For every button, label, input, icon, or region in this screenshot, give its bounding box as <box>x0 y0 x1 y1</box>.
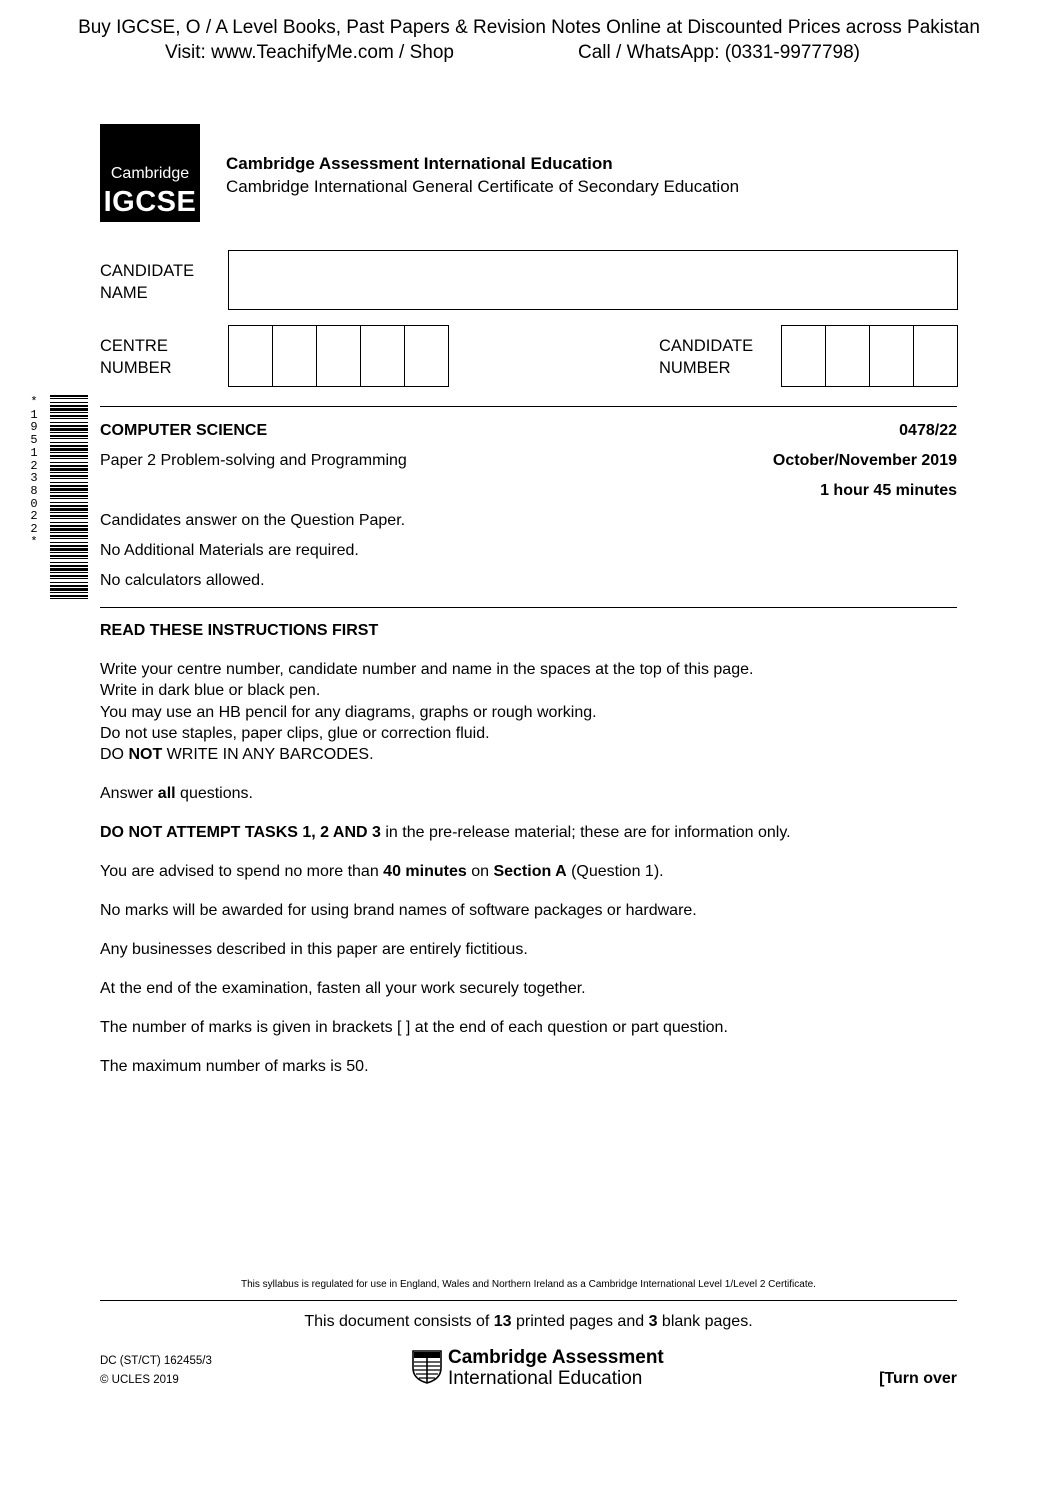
paper-note: Candidates answer on the Question Paper. <box>100 512 406 529</box>
candidate-digit-box[interactable] <box>782 326 826 386</box>
barcode-bar <box>50 562 88 563</box>
instruction-pre-release: DO NOT ATTEMPT TASKS 1, 2 AND 3 in the pre-release material; these are for information only. <box>100 824 791 841</box>
document-ref: DC (ST/CT) 162455/3 <box>100 1355 212 1367</box>
barcode-bar <box>50 445 88 447</box>
turn-over: [Turn over <box>879 1370 957 1387</box>
barcode-bar <box>50 415 88 417</box>
barcode-bar <box>50 468 88 471</box>
paper-note: No calculators allowed. <box>100 572 265 589</box>
centre-digit-box[interactable] <box>361 326 405 386</box>
barcode-bar <box>50 582 88 583</box>
banner-phone: Call / WhatsApp: (0331-9977798) <box>578 42 860 63</box>
barcode-bar <box>50 498 88 499</box>
candidate-number-field[interactable] <box>781 325 958 387</box>
barcode-bar <box>50 482 88 483</box>
barcode-bar <box>50 548 88 551</box>
barcode-bar <box>50 505 88 507</box>
barcode-digit: 8 <box>30 483 38 498</box>
org-name: Cambridge Assessment International Education <box>226 154 613 173</box>
barcode-bar <box>50 395 88 397</box>
barcode-bar <box>50 512 88 513</box>
barcode-bar <box>50 472 88 473</box>
barcode-bar <box>50 425 88 427</box>
candidate-number-label: CANDIDATE NUMBER <box>659 337 754 377</box>
barcode-bar <box>50 432 88 433</box>
syllabus-note: This syllabus is regulated for use in England, Wales and Northern Ireland as a Cambridge International Level 1/Level 2 Certificate. <box>241 1279 816 1290</box>
barcode-bar <box>50 522 88 523</box>
instruction-marks-brackets: The number of marks is given in brackets [ ] at the end of each question or part question. <box>100 1019 728 1036</box>
barcode-bar <box>50 405 88 407</box>
barcode-bar <box>50 488 88 491</box>
barcode-bar <box>50 502 88 503</box>
subject-title: COMPUTER SCIENCE <box>100 422 268 439</box>
barcode-bar <box>50 492 88 493</box>
barcode-digit: 1 <box>30 445 38 460</box>
paper-title: Paper 2 Problem-solving and Programming <box>100 452 407 469</box>
barcode-bar <box>50 465 88 467</box>
barcode-bar <box>50 402 88 403</box>
candidate-digit-box[interactable] <box>870 326 914 386</box>
barcode-digit: 9 <box>30 420 38 435</box>
barcode-bar <box>50 565 88 567</box>
barcode-digit: 2 <box>30 458 38 473</box>
barcode-bar <box>50 528 88 531</box>
centre-digit-box[interactable] <box>405 326 448 386</box>
barcode-bar <box>50 485 88 487</box>
barcode-digit: 2 <box>30 522 38 537</box>
cambridge-crest-icon <box>412 1350 442 1384</box>
barcode-bar <box>50 435 88 437</box>
instructions-heading: READ THESE INSTRUCTIONS FIRST <box>100 622 379 639</box>
barcode-bar <box>50 422 88 423</box>
barcode-bar <box>50 462 88 463</box>
barcode-bar <box>50 525 88 527</box>
barcode-bar <box>50 592 88 593</box>
barcode-bar <box>50 598 88 599</box>
barcode-bar <box>50 558 88 559</box>
barcode-bar <box>50 495 88 497</box>
barcode-bar <box>50 452 88 453</box>
instruction-time-advice: You are advised to spend no more than 40 minutes on Section A (Question 1). <box>100 863 664 880</box>
barcode-bar <box>50 588 88 591</box>
barcode-bar <box>50 408 88 411</box>
barcode-bar <box>50 532 88 533</box>
barcode-bar <box>50 545 88 547</box>
barcode-bar <box>50 455 88 457</box>
barcode-bar <box>50 458 88 459</box>
barcode-bar <box>50 578 88 579</box>
barcode-bar <box>50 538 88 539</box>
barcode-bar <box>50 585 88 587</box>
barcode-bar <box>50 418 88 419</box>
divider-bottom <box>100 1300 957 1301</box>
instruction-fasten: At the end of the examination, fasten all your work securely together. <box>100 980 586 997</box>
instruction-barcodes: DO NOT WRITE IN ANY BARCODES. <box>100 746 374 763</box>
centre-digit-box[interactable] <box>317 326 361 386</box>
cambridge-assessment-sub: International Education <box>448 1368 643 1389</box>
copyright: © UCLES 2019 <box>100 1374 179 1386</box>
barcode-bar <box>50 542 88 543</box>
instruction-line: Write your centre number, candidate number and name in the spaces at the top of this page. <box>100 661 754 678</box>
barcode-bar <box>50 442 88 443</box>
barcode-bar <box>50 448 88 451</box>
logo-cambridge-text: Cambridge <box>110 165 190 182</box>
barcode-bar <box>50 572 88 573</box>
barcode-digit: 5 <box>30 433 38 448</box>
instruction-fictitious: Any businesses described in this paper are entirely fictitious. <box>100 941 528 958</box>
banner-line-1: Buy IGCSE, O / A Level Books, Past Papers & Revision Notes Online at Discounted Prices across Pakistan <box>78 17 980 38</box>
barcode-bar <box>50 508 88 511</box>
divider-middle <box>100 607 957 608</box>
barcode-digits <box>27 396 41 548</box>
barcode-bar <box>50 552 88 553</box>
barcode-bar <box>50 535 88 537</box>
instruction-answer-all: Answer all questions. <box>100 785 253 802</box>
qualification-name: Cambridge International General Certificate of Secondary Education <box>226 177 740 196</box>
exam-duration: 1 hour 45 minutes <box>820 482 957 499</box>
barcode-bar <box>50 575 88 577</box>
barcode <box>36 395 88 600</box>
candidate-digit-box[interactable] <box>914 326 957 386</box>
instruction-brand-names: No marks will be awarded for using brand names of software packages or hardware. <box>100 902 697 919</box>
candidate-name-label: CANDIDATE NAME <box>100 262 195 302</box>
exam-session: October/November 2019 <box>772 452 957 469</box>
divider-top <box>100 406 957 407</box>
centre-digit-box[interactable] <box>273 326 317 386</box>
instruction-line: You may use an HB pencil for any diagrams, graphs or rough working. <box>100 704 597 721</box>
barcode-bar <box>50 412 88 413</box>
barcode-bar <box>50 398 88 399</box>
barcode-bar <box>50 438 88 439</box>
barcode-digit: 2 <box>30 509 38 524</box>
barcode-bar <box>50 555 88 557</box>
paper-code: 0478/22 <box>899 422 957 439</box>
barcode-bar <box>50 568 88 571</box>
barcode-digit: 1 <box>30 407 38 422</box>
centre-number-field[interactable] <box>228 325 449 387</box>
barcode-digit: * <box>30 534 38 549</box>
page-count: This document consists of 13 printed pages and 3 blank pages. <box>304 1313 753 1330</box>
centre-digit-box[interactable] <box>229 326 273 386</box>
barcode-digit: 3 <box>30 471 38 486</box>
candidate-digit-box[interactable] <box>826 326 870 386</box>
igcse-logo <box>100 124 200 222</box>
candidate-name-field[interactable] <box>228 250 958 310</box>
barcode-bar <box>50 595 88 597</box>
logo-igcse-text: IGCSE <box>103 186 197 218</box>
barcode-digit: * <box>30 395 38 409</box>
barcode-bar <box>50 428 88 431</box>
banner-website: Visit: www.TeachifyMe.com / Shop <box>165 42 454 63</box>
cambridge-assessment-name: Cambridge Assessment <box>448 1347 664 1368</box>
barcode-bar <box>50 518 88 519</box>
instruction-max-marks: The maximum number of marks is 50. <box>100 1058 369 1075</box>
barcode-bar <box>50 478 88 479</box>
barcode-bar <box>50 475 88 477</box>
paper-note: No Additional Materials are required. <box>100 542 359 559</box>
instruction-line: Write in dark blue or black pen. <box>100 682 321 699</box>
barcode-bar <box>50 515 88 517</box>
barcode-digit: 0 <box>30 496 38 511</box>
instruction-line: Do not use staples, paper clips, glue or correction fluid. <box>100 725 490 742</box>
centre-number-label: CENTRE NUMBER <box>100 337 172 377</box>
